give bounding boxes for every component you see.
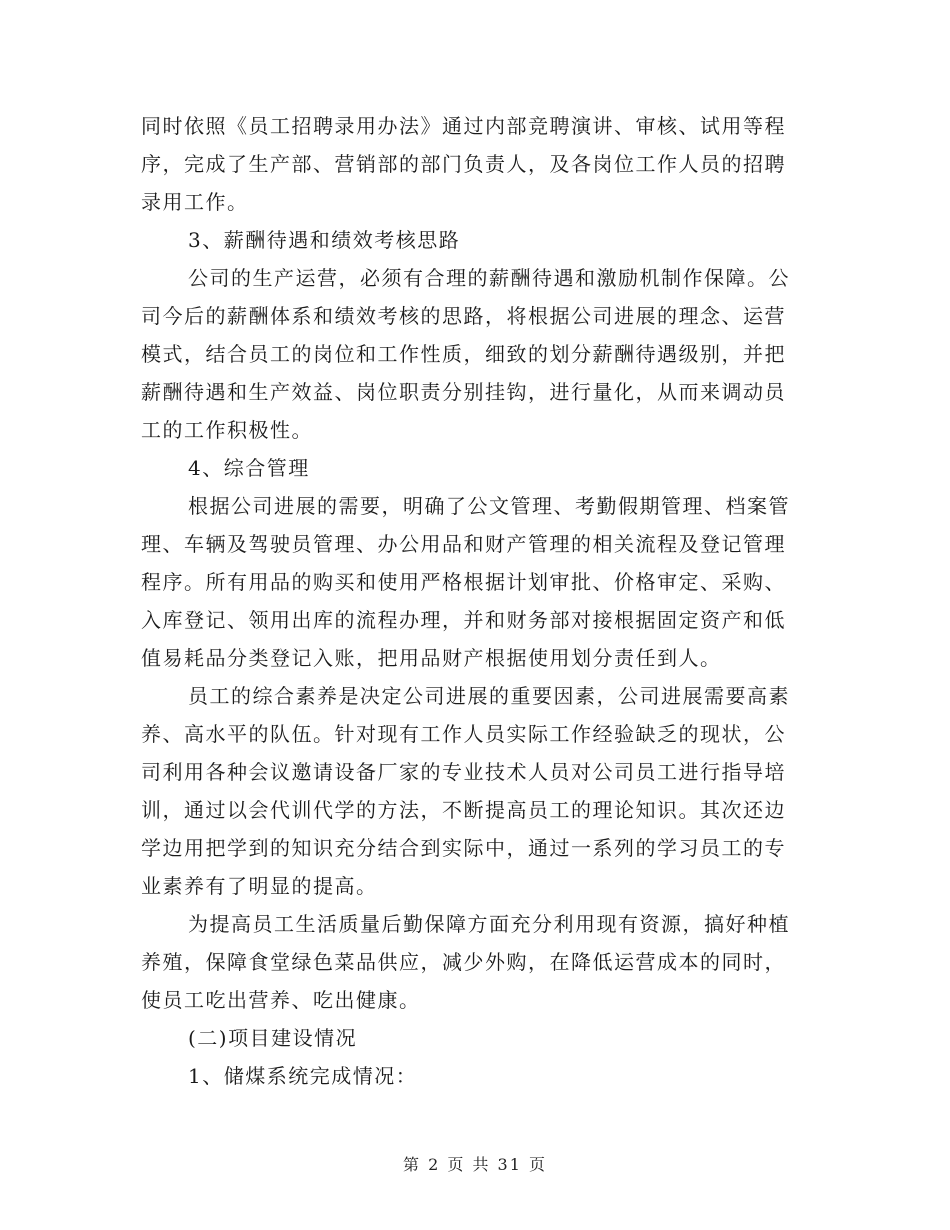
text-line: 录用工作。: [141, 190, 249, 214]
text-line: 程序。所有用品的购买和使用严格根据计划审批、价格审定、采购、: [141, 570, 786, 594]
text-line: 养、高水平的队伍。针对现有工作人员实际工作经验缺乏的现状，公: [141, 722, 786, 746]
text-line: 同时依照《员工招聘录用办法》通过内部竞聘演讲、审核、试用等程: [141, 114, 786, 138]
text-line: 值易耗品分类登记入账，把用品财产根据使用划分责任到人。: [141, 646, 722, 670]
text-line: 养殖，保障食堂绿色菜品供应，减少外购，在降低运营成本的同时，: [141, 950, 786, 974]
text-line: 薪酬待遇和生产效益、岗位职责分别挂钩，进行量化，从而来调动员: [141, 380, 786, 404]
page-number-footer: 第 2 页 共 31 页: [403, 1155, 547, 1174]
text-line: 根据公司进展的需要，明确了公文管理、考勤假期管理、档案管: [188, 494, 790, 518]
text-line: 员工的综合素养是决定公司进展的重要因素，公司进展需要高素: [188, 684, 790, 708]
section-heading: (二)项目建设情况: [188, 1026, 358, 1050]
section-heading: 3、薪酬待遇和绩效考核思路: [188, 228, 461, 252]
text-line: 公司的生产运营，必须有合理的薪酬待遇和激励机制作保障。公: [188, 266, 790, 290]
text-line: 训，通过以会代训代学的方法，不断提高员工的理论知识。其次还边: [141, 798, 786, 822]
text-line: 司今后的薪酬体系和绩效考核的思路，将根据公司进展的理念、运营: [141, 304, 786, 328]
text-line: 为提高员工生活质量后勤保障方面充分利用现有资源，搞好种植: [188, 912, 790, 936]
text-line: 学边用把学到的知识充分结合到实际中，通过一系列的学习员工的专: [141, 836, 786, 860]
text-line: 理、车辆及驾驶员管理、办公用品和财产管理的相关流程及登记管理: [141, 532, 786, 556]
section-heading: 4、综合管理: [188, 456, 310, 480]
text-line: 使员工吃出营养、吃出健康。: [141, 988, 421, 1012]
text-line: 工的工作积极性。: [141, 418, 313, 442]
text-line: 序，完成了生产部、营销部的部门负责人，及各岗位工作人员的招聘: [141, 152, 786, 176]
text-line: 司利用各种会议邀请设备厂家的专业技术人员对公司员工进行指导培: [141, 760, 786, 784]
text-line: 业素养有了明显的提高。: [141, 874, 378, 898]
section-heading: 1、储煤系统完成情况：: [188, 1064, 418, 1088]
text-line: 入库登记、领用出库的流程办理，并和财务部对接根据固定资产和低: [141, 608, 786, 632]
text-line: 模式，结合员工的岗位和工作性质，细致的划分薪酬待遇级别，并把: [141, 342, 786, 366]
